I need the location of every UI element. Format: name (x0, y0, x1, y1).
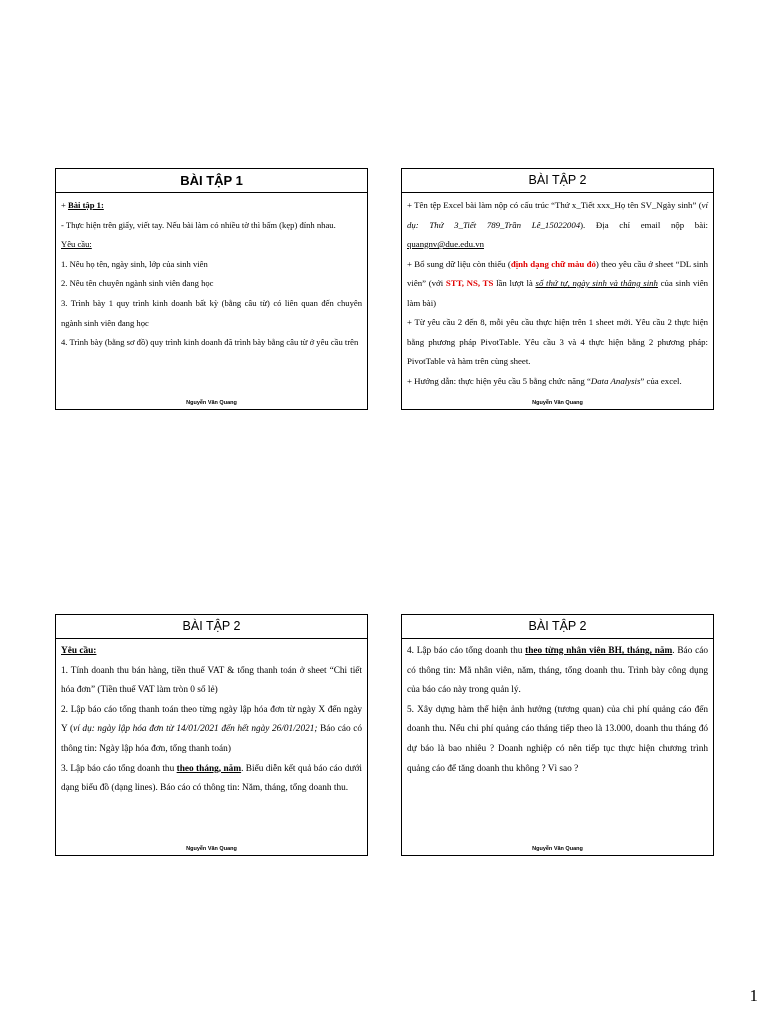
requirement-item: 5. Xây dựng hàm thể hiện ảnh hưởng (tương quan) của chi phí quảng cáo đến doanh thu. Nếu chi phí quảng cáo tháng tiếp theo là 13.000, doanh thu tháng đó dự báo là bao nhiêu ? Doanh nghiệp có nên tiếp tục thực hiện chương trình quảng cáo để tăng doanh thu không ? Vì sao ? (407, 704, 708, 774)
slide-footer-author: Nguyễn Văn Quang (186, 400, 237, 406)
requirement-item: 2. Nêu tên chuyên ngành sinh viên đang học (61, 278, 214, 289)
slide-bai-tap-2-requirements (55, 614, 368, 856)
missing-data-instruction: + Bổ sung dữ liệu còn thiếu (định dạng chữ màu đỏ) theo yêu cầu ở sheet “DL sinh viên” (với STT, NS, TS lần lượt là số thứ tự, ngày sinh và thâng sinh của sinh viên làm bài) (407, 258, 709, 308)
email-link[interactable]: quangnv@due.edu.vn (407, 239, 484, 249)
slide-title: BÀI TẬP 2 (402, 615, 713, 639)
slide-title: BÀI TẬP 1 (56, 169, 367, 193)
exercise-heading: + Bài tập 1: (61, 200, 104, 210)
slide-body (56, 193, 367, 353)
slide-title: BÀI TẬP 2 (56, 615, 367, 639)
slide-title: BÀI TẬP 2 (402, 169, 713, 193)
slide-footer-author: Nguyễn Văn Quang (532, 846, 583, 852)
requirement-item: 2. Lập báo cáo tổng thanh toán theo từng ngày lập hóa đơn từ ngày X đến ngày Y (ví dụ: ngày lập hóa đơn từ 14/01/2021 đến hết ngày 26/01/2021; Báo cáo có thông tin: Ngày lập hóa đơn, tổng thanh toán) (61, 704, 362, 754)
slide-body (402, 639, 713, 779)
requirement-item: 1. Tính doanh thu bán hàng, tiền thuế VAT & tổng thanh toán ở sheet “Chi tiết hóa đơn” (Tiền thuế VAT làm tròn 0 số lẻ) (61, 665, 362, 696)
instruction-line: - Thực hiện trên giấy, viết tay. Nếu bài làm có nhiều tờ thì bấm (kẹp) đính nhau. (61, 219, 336, 230)
guide-instruction: + Hướng dẫn: thực hiện yêu cầu 5 bằng chức năng “Data Analysis” của excel. (407, 375, 682, 386)
slide-bai-tap-1 (55, 168, 368, 410)
page-number: 1 (749, 986, 758, 1005)
requirements-label: Yêu cầu: (61, 239, 92, 250)
requirement-item: 3. Trình bày 1 quy trình kinh doanh bất kỳ (bằng câu từ) có liên quan đến chuyên ngành sinh viên đang học (61, 297, 362, 328)
slide-bai-tap-2-intro (401, 168, 714, 410)
requirement-item: 4. Lập báo cáo tổng doanh thu theo từng nhân viên BH, tháng, năm. Báo cáo có thông tin: Mã nhân viên, năm, tháng, tổng doanh thu. Trình bày công dụng của báo cáo này trong quản lý. (407, 646, 708, 696)
file-name-instruction: + Tên tệp Excel bài làm nộp có cấu trúc “Thứ x_Tiết xxx_Họ tên SV_Ngày sinh” (ví dụ: Thứ 3_Tiết 789_Trần Lê_15022004). Địa chỉ email nộp bài: quangnv@due.edu.vn (407, 200, 709, 249)
slide-footer-author: Nguyễn Văn Quang (186, 846, 237, 852)
requirements-label: Yêu cầu: (61, 646, 97, 656)
requirement-item: 3. Lập báo cáo tổng doanh thu theo tháng, năm. Biểu diễn kết quả báo cáo dưới dạng biểu đồ (dạng lines). Báo cáo có thông tin: Năm, tháng, tổng doanh thu. (61, 763, 363, 794)
requirement-item: 1. Nêu họ tên, ngày sinh, lớp của sinh viên (61, 258, 208, 269)
requirement-item: 4. Trình bày (bằng sơ đồ) quy trình kinh doanh đã trình bày bằng câu từ ở yêu cầu trên (61, 337, 359, 348)
sheet-instruction: + Từ yêu cầu 2 đến 8, mỗi yêu cầu thực hiện trên 1 sheet mới. Yêu cầu 2 thực hiện bằng phương pháp PivotTable. Yêu cầu 3 và 4 thực hiện bằng 2 phương pháp: PivotTable và hàm trên cùng sheet. (407, 317, 708, 366)
slide-bai-tap-2-requirements-cont (401, 614, 714, 856)
slide-body (402, 193, 713, 391)
slide-body (56, 639, 367, 799)
slide-footer-author: Nguyễn Văn Quang (532, 400, 583, 406)
